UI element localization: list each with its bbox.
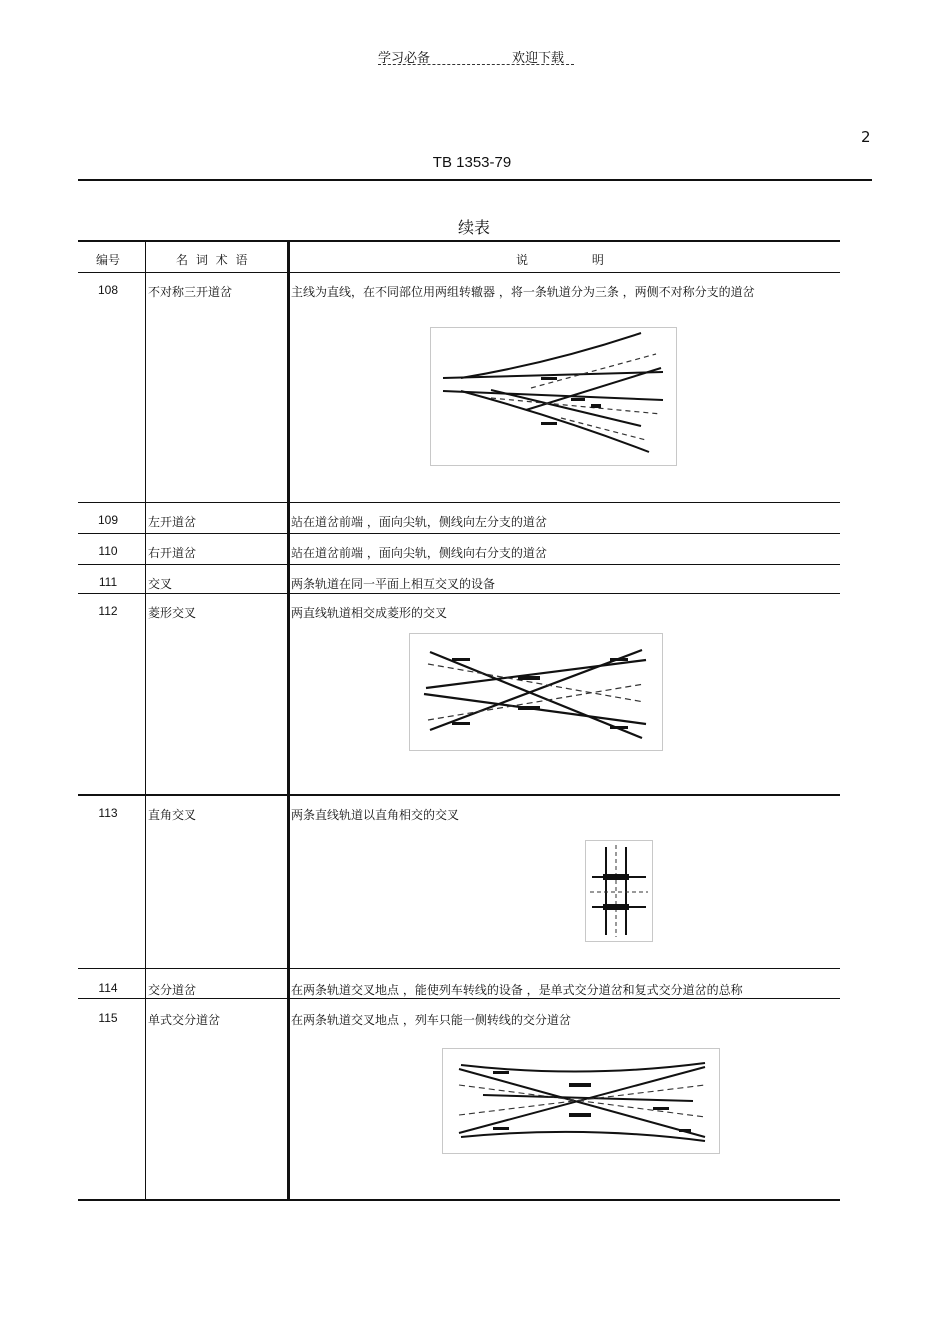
row-description: 主线为直线，在不同部位用两组转辙器 ，将一条轨道分为三条 ，两侧不对称分支的道岔 [291, 285, 755, 299]
column-header-description: 说 明 [516, 253, 604, 267]
header-right-text: 欢迎下载 [512, 51, 565, 66]
column-header-term: 名 词 术 语 [176, 253, 250, 267]
row-term: 不对称三开道岔 [148, 285, 233, 299]
header-dashed-line [378, 64, 574, 65]
row-term: 左开道岔 [148, 515, 197, 529]
row-description: 两条直线轨道以直角相交的交叉 [291, 808, 460, 822]
row-number: 110 [98, 544, 118, 558]
row-description: 两条轨道在同一平面上相互交叉的设备 [291, 577, 496, 591]
row-description: 两直线轨道相交成菱形的交叉 [291, 606, 448, 620]
row-number: 108 [97, 283, 119, 297]
row-term: 单式交分道岔 [148, 1013, 221, 1027]
row-number: 111 [98, 575, 118, 589]
header-left-text: 学习必备 [378, 51, 431, 66]
table-caption: 续表 [457, 218, 490, 237]
row-term: 菱形交叉 [148, 606, 197, 620]
column-header-number: 编号 [95, 253, 120, 267]
row-description: 在两条轨道交叉地点 ，列车只能一侧转线的交分道岔 [291, 1013, 571, 1027]
row-number: 112 [98, 604, 118, 618]
right-angle-crossing-diagram [585, 840, 653, 942]
row-description: 站在道岔前端 ，面向尖轨，侧线向左分支的道岔 [291, 515, 547, 529]
single-slip-switch-diagram [442, 1048, 720, 1154]
row-number: 113 [98, 806, 118, 820]
row-term: 交分道岔 [148, 983, 197, 997]
row-term: 直角交叉 [148, 808, 197, 822]
standard-code: TB 1353-79 [432, 154, 512, 171]
diamond-crossing-diagram [409, 633, 663, 751]
asymmetric-three-way-turnout-diagram [430, 327, 677, 466]
row-number: 115 [98, 1011, 118, 1025]
row-description: 站在道岔前端 ，面向尖轨，侧线向右分支的道岔 [291, 546, 547, 560]
row-term: 右开道岔 [148, 546, 197, 560]
standard-rule [78, 179, 872, 181]
row-number: 109 [97, 513, 119, 527]
page-number: 2 [861, 128, 871, 146]
row-term: 交叉 [148, 577, 173, 591]
row-description: 在两条轨道交叉地点 ，能使列车转线的设备 ，是单式交分道岔和复式交分道岔的总称 [291, 983, 743, 997]
row-number: 114 [98, 981, 118, 995]
